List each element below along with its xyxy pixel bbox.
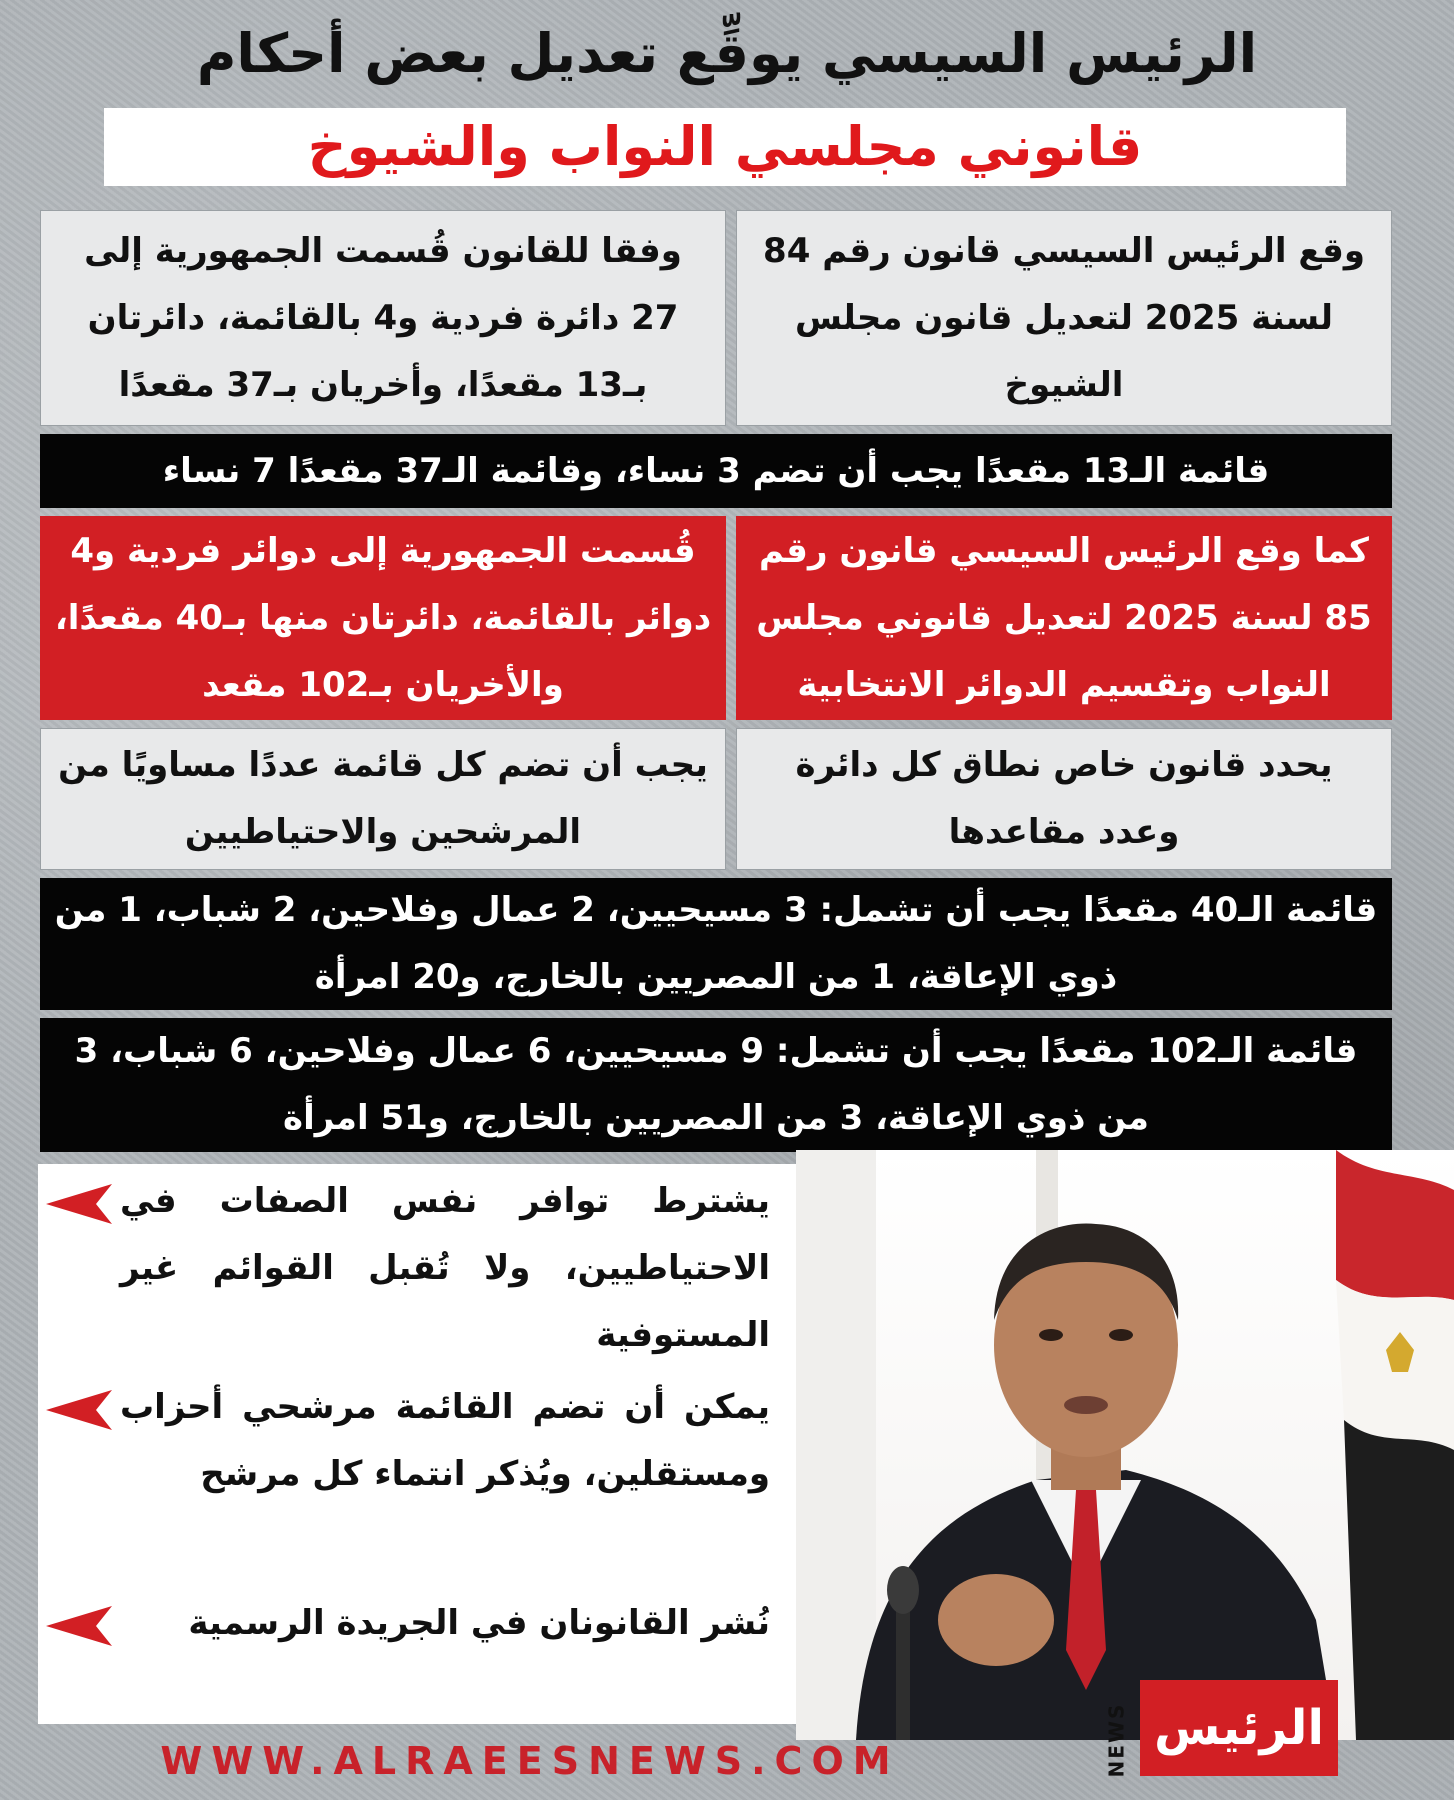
president-portrait-icon bbox=[796, 1150, 1454, 1740]
house-law-text: كما وقع الرئيس السيسي قانون رقم 85 لسنة 2025 لتعديل قانوني مجلس النواب وتقسيم الدوائر الانتخابية bbox=[756, 530, 1372, 705]
house-districts-text: قُسمت الجمهورية إلى دوائر فردية و4 دوائر بالقائمة، دائرتان منها بـ40 مقعدًا، والأخريان بـ102 مقعد bbox=[54, 530, 712, 705]
brand-logo-text: الرئيس bbox=[1154, 1700, 1324, 1756]
senate-law-text: وقع الرئيس السيسي قانون رقم 84 لسنة 2025 لتعديل قانون مجلس الشيوخ bbox=[763, 230, 1365, 405]
senate-women-box bbox=[40, 434, 1392, 508]
red-arrow-icon bbox=[46, 1390, 112, 1430]
red-arrow-icon bbox=[46, 1606, 112, 1646]
logo-news-text: NEWS bbox=[1104, 1702, 1128, 1778]
senate-women-text: قائمة الـ13 مقعدًا يجب أن تضم 3 نساء، وقائمة الـ37 مقعدًا 7 نساء bbox=[162, 450, 1270, 491]
equal-list-box bbox=[40, 728, 726, 870]
scope-law-text: يحدد قانون خاص نطاق كل دائرة وعدد مقاعدها bbox=[795, 745, 1333, 852]
website-url: WWW.ALRAEESNEWS.COM bbox=[160, 1739, 900, 1783]
scope-law-box bbox=[736, 728, 1392, 870]
red-arrow-icon bbox=[46, 1184, 112, 1224]
senate-districts-text: وفقا للقانون قُسمت الجمهورية إلى 27 دائرة فردية و4 بالقائمة، دائرتان بـ13 مقعدًا، وأخريان بـ37 مقعدًا bbox=[84, 230, 682, 405]
senate-districts-box bbox=[40, 210, 726, 426]
bullet-item: يشترط توافر نفس الصفات في الاحتياطيين، ولا تُقبل القوائم غير المستوفية bbox=[120, 1181, 770, 1355]
logo-news-label bbox=[1098, 1700, 1134, 1780]
bullet-item: يمكن أن تضم القائمة مرشحي أحزاب ومستقلين، ويُذكر انتماء كل مرشح bbox=[120, 1387, 770, 1494]
equal-list-text: يجب أن تضم كل قائمة عددًا مساويًا من المرشحين والاحتياطيين bbox=[58, 745, 708, 852]
president-photo bbox=[796, 1150, 1454, 1740]
page-subtitle: قانوني مجلسي النواب والشيوخ bbox=[104, 108, 1346, 186]
list-40-box bbox=[40, 878, 1392, 1010]
list-102-box bbox=[40, 1018, 1392, 1152]
senate-law-box bbox=[736, 210, 1392, 426]
list-102-text: قائمة الـ102 مقعدًا يجب أن تشمل: 9 مسيحيين، 6 عمال وفلاحين، 6 شباب، 3 من ذوي الإعاقة، 3 من المصريين بالخارج، و51 امرأة bbox=[74, 1031, 1358, 1138]
bullet-item: نُشر القانونان في الجريدة الرسمية bbox=[188, 1603, 770, 1643]
house-districts-box bbox=[40, 516, 726, 720]
brand-logo bbox=[1140, 1680, 1338, 1776]
house-law-box bbox=[736, 516, 1392, 720]
list-40-text: قائمة الـ40 مقعدًا يجب أن تشمل: 3 مسيحيين، 2 عمال وفلاحين، 2 شباب، 1 من ذوي الإعاقة، 1 من المصريين بالخارج، و20 امرأة bbox=[54, 890, 1378, 997]
page-title: الرئيس السيسي يوقِّع تعديل بعض أحكام bbox=[196, 22, 1258, 85]
